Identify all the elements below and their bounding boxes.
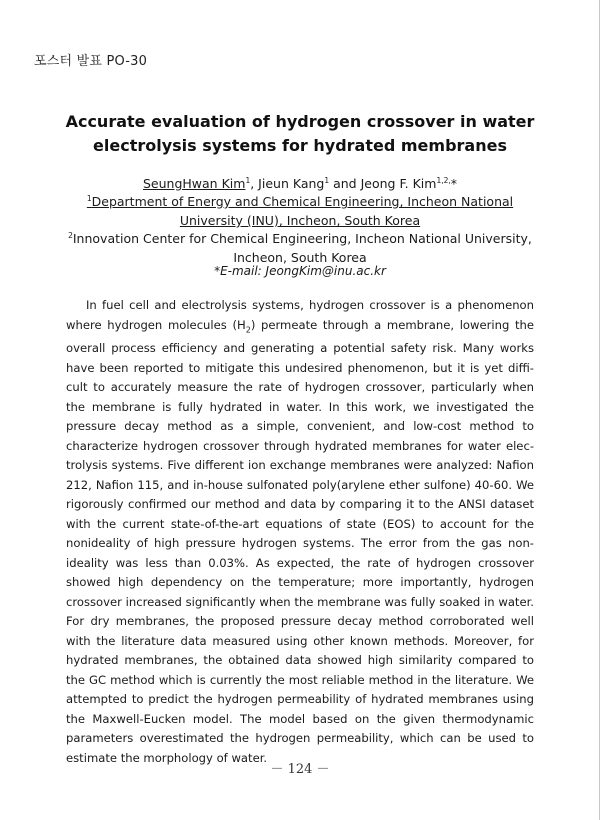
affiliation-line [60, 192, 540, 211]
affiliation-sup: 2 [68, 230, 73, 240]
author-list [60, 174, 540, 193]
subscript: 2 [245, 324, 251, 334]
contact-email: *E-mail: JeongKim@inu.ac.kr [214, 264, 386, 278]
author-name: Jieun Kang [258, 176, 325, 191]
paper-title [60, 110, 540, 158]
session-tag: 포스터 발표 PO-30 [34, 54, 148, 69]
abstract-text: In fuel cell and electrolysis systems, hydrogen crossover is a phenomenon where hydrogen molecules (H [66, 298, 534, 332]
abstract-body [66, 296, 534, 768]
author-affil-sup: 1 [245, 175, 251, 185]
title-line-2: electrolysis systems for hydrated membranes [93, 136, 507, 155]
affiliation-text: Innovation Center for Chemical Engineering, Incheon National University, [72, 231, 532, 246]
corresponding-mark: * [450, 176, 457, 191]
affiliation-line [60, 229, 540, 248]
affiliation-text: Department of Energy and Chemical Engineering, Incheon National [91, 194, 514, 209]
author-affil-sup: 1,2, [436, 175, 451, 185]
author-separator: and [329, 176, 361, 191]
title-line-1: Accurate evaluation of hydrogen crossover in water [65, 112, 535, 131]
abstract-text: ) permeate through a membrane, lowering the overall process efficiency and generating a potential safety risk. Many works have been reported to mitigate this undesired phenomenon, but it is yet diffi-cult to accurately measure the rate of hydrogen crossover, particularly when the membrane is fully hydrated in water. In this work, we investigated the pressure decay method as a simple, convenient, and low-cost method to characterize hydrogen crossover through hydrated membranes for water elec-trolysis systems. Five different ion exchange membranes were analyzed: Nafion 212, Nafion 115, and in-house sulfonated poly(arylene ether sulfone) 40-60. We rigorously confirmed our method and data by comparing it to the ANSI dataset with the current state-of-the-art equations of state (EOS) to account for the nonideality of high pressure hydrogen systems. The error from the gas non-ideality was less than 0.03%. As expected, the rate of hydrogen crossover showed high dependency on the temperature; more importantly, hydrogen crossover increased significantly when the membrane was fully soaked in water. For dry membranes, the proposed pressure decay method corroborated well with the literature data measured using other known methods. Moreover, for hydrated membranes, the obtained data showed high similarity compared to the GC method which is currently the most reliable method in the literature. We attempted to predict the hydrogen permeability of hydrated membranes using the Maxwell-Eucken model. The model based on the given thermodynamic parameters overestimated the hydrogen permeability, which can be used to estimate the morphology of water. [66, 317, 535, 765]
affiliation-line: Incheon, South Korea [233, 250, 367, 265]
affiliation-line: University (INU), Incheon, South Korea [179, 213, 421, 228]
affiliation-1 [60, 192, 540, 230]
author-affil-sup: 1 [324, 175, 330, 185]
author-name: Jeong F. Kim [360, 176, 437, 191]
author-name: SeungHwan Kim [143, 176, 246, 191]
page-number: － 124 － [270, 762, 330, 777]
affiliation-sup: 1 [86, 193, 92, 203]
affiliation-2 [60, 229, 540, 267]
author-separator: , [250, 176, 259, 191]
